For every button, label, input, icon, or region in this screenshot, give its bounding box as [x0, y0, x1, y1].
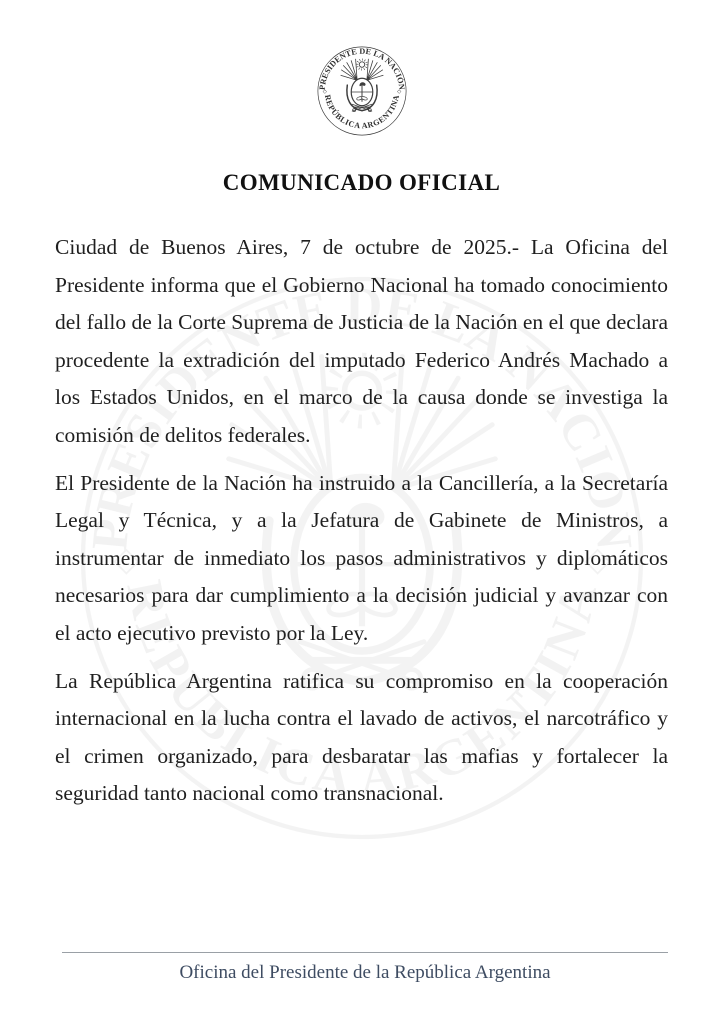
footer-text: Oficina del Presidente de la República Argentina	[179, 962, 551, 983]
paragraph-1: Ciudad de Buenos Aires, 7 de octubre de 2025.- La Oficina del Presidente informa que el Gobierno Nacional ha tomado conocimiento del fallo de la Corte Suprema de Justicia de la Nación en el que declara procedente la extradición del imputado Federico Andrés Machado a los Estados Unidos, en el marco de la causa donde se investiga la comisión de delitos federales.	[55, 235, 668, 447]
paragraph-3: La República Argentina ratifica su compromiso en la cooperación internacional en la lucha contra el lavado de activos, el narcotráfico y el crimen organizado, para desbaratar las mafias y fortalecer la seguridad tanto nacional como transnacional.	[55, 668, 668, 806]
page-title: COMUNICADO OFICIAL	[222, 170, 501, 195]
body-text	[55, 229, 668, 813]
presidential-seal	[313, 42, 411, 140]
footer-divider	[62, 952, 668, 984]
paragraph-2: El Presidente de la Nación ha instruido a la Cancillería, a la Secretaría Legal y Técnica, y a la Jefatura de Gabinete de Ministros, a instrumentar de inmediato los pasos administrativos y diplomáticos necesarios para dar cumplimiento a la decisión judicial y avanzar con el acto ejecutivo previsto por la Ley.	[55, 470, 668, 645]
